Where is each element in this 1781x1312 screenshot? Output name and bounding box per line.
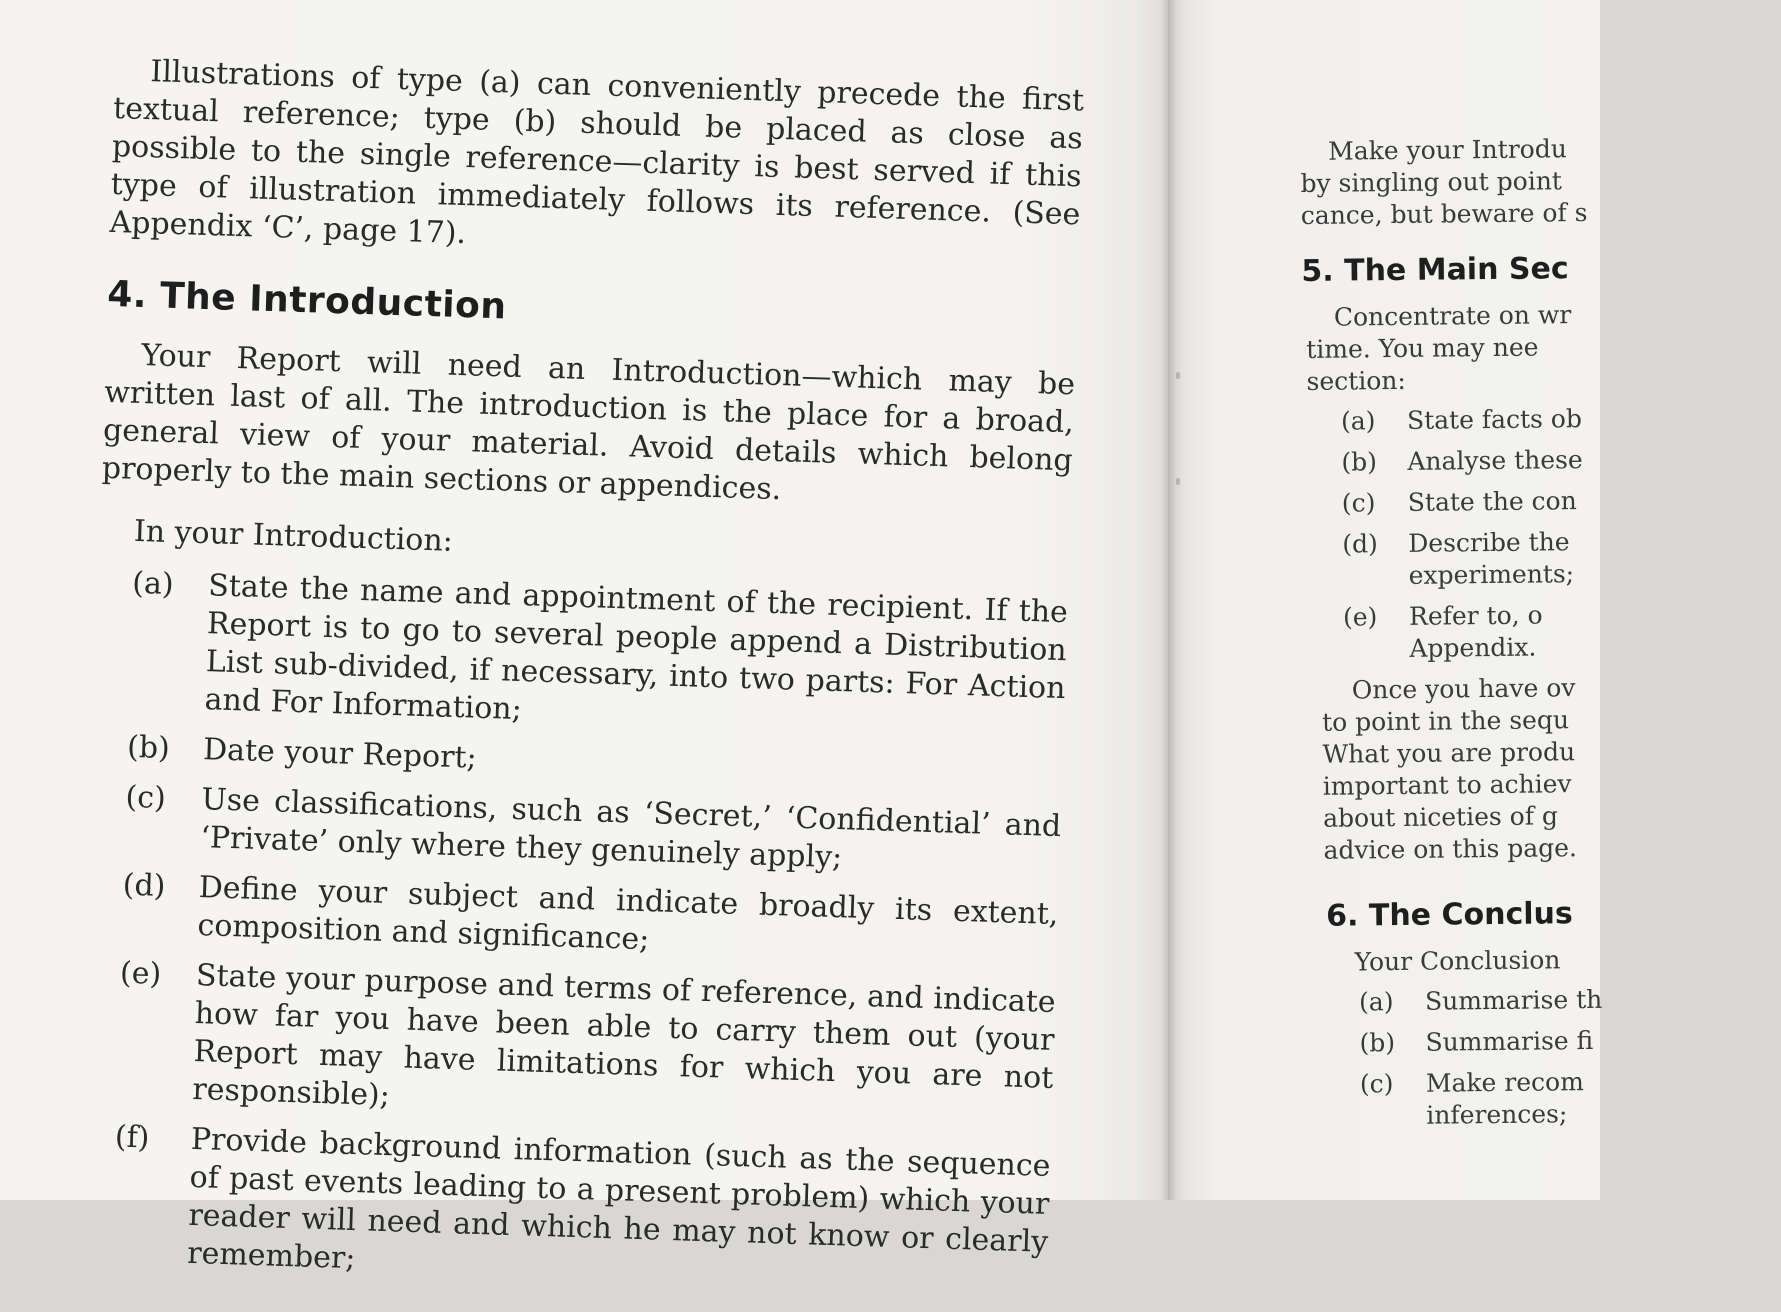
list-item <box>124 779 1062 884</box>
text-line: important to achiev <box>1322 769 1572 801</box>
section-6-title: 6. The Conclus <box>1325 896 1573 934</box>
item-text: Refer to, o Appendix. <box>1408 600 1543 663</box>
item-marker: (d) <box>1342 529 1378 559</box>
list-item <box>1342 483 1774 520</box>
item-marker: (a) <box>131 565 175 603</box>
list-item <box>1360 1064 1781 1132</box>
text-line: Once you have ov <box>1351 673 1576 705</box>
list-item <box>1359 1023 1779 1059</box>
section-5-item-list <box>1303 401 1776 666</box>
list-item <box>128 565 1068 746</box>
item-text: Use classifications, such as ‘Secret,’ ‘Confidential’ and ‘Private’ only where they genuinely apply; <box>199 782 1062 876</box>
introduction-paragraph: Your Report will need an Introduction—which may be written last of all. The introduction is the place for a broad, general view of your material. Avoid details which belong properly to the main sections or appendices. <box>101 337 1076 508</box>
item-marker: (c) <box>125 779 167 816</box>
section-6-item-list <box>1321 982 1781 1133</box>
introduction-item-list <box>77 564 1069 1300</box>
item-text: Provide background information (such as the sequence of past events leading to a present problem) which your reader will need and which he may not know or clearly remember; <box>186 1121 1052 1277</box>
list-item <box>1359 982 1779 1018</box>
item-marker: (a) <box>1358 987 1394 1017</box>
item-text: Analyse these <box>1407 445 1583 476</box>
book-gutter <box>1160 0 1176 1200</box>
item-text: Define your subject and indicate broadly its extent, composition and significance; <box>197 870 1059 958</box>
list-item <box>111 1119 1051 1300</box>
item-text: State your purpose and terms of reference, and indicate how far you have been able to carry them out (your Report may have limitations for which you are not responsible); <box>191 958 1057 1114</box>
list-item <box>1341 442 1773 479</box>
section-6-lead: Your Conclusion <box>1354 945 1561 977</box>
item-text: State the con <box>1407 486 1577 517</box>
binding-stitch <box>1176 372 1180 379</box>
list-item <box>1343 597 1776 666</box>
item-text: Summarise fi <box>1425 1025 1594 1057</box>
text-line: about niceties of g <box>1322 801 1559 833</box>
text-line: section: <box>1306 365 1406 396</box>
item-marker: (b) <box>1341 447 1378 477</box>
item-marker: (a) <box>1340 406 1376 436</box>
text-line: to point in the sequ <box>1321 705 1570 737</box>
text-line: cance, but beware of s <box>1300 197 1588 230</box>
item-marker: (e) <box>1342 602 1378 632</box>
item-marker: (c) <box>1359 1069 1394 1099</box>
binding-stitch <box>1176 478 1180 485</box>
list-item <box>116 955 1056 1136</box>
introduction-list-lead: In your Introduction: <box>133 513 454 559</box>
text-line: time. You may nee <box>1306 332 1539 364</box>
item-marker: (b) <box>126 729 171 767</box>
item-text: Make recom inferences; <box>1425 1067 1584 1130</box>
item-marker: (b) <box>1359 1028 1396 1058</box>
item-marker: (f) <box>114 1119 150 1156</box>
text-line: What you are produ <box>1322 737 1576 769</box>
section-4-title: 4. The Introduction <box>106 273 508 328</box>
list-item <box>1342 524 1775 593</box>
item-text: Date your Report; <box>202 732 478 776</box>
item-text: Describe the experiments; <box>1408 527 1575 590</box>
text-line: Concentrate on wr <box>1333 300 1572 332</box>
left-page-text-column <box>76 52 1084 1312</box>
item-text: Summarise th <box>1424 984 1603 1016</box>
right-intro-paragraph <box>1300 131 1771 232</box>
once-paragraph <box>1322 670 1778 867</box>
item-marker: (e) <box>119 955 162 992</box>
item-text: State facts ob <box>1406 404 1583 435</box>
item-text: State the name and appointment of the recipient. If the Report is to go to several people append a Distribution List sub-divided, if necessary, into two parts: For Action and For Information; <box>204 568 1069 728</box>
text-line: by singling out point <box>1300 166 1563 198</box>
item-marker: (d) <box>122 867 166 904</box>
list-item <box>121 867 1059 972</box>
item-marker: (c) <box>1341 488 1376 518</box>
illustration-paragraph: Illustrations of type (a) can conveniently precede the first textual reference; type (b) should be placed as close as possible to the single reference—clarity is best served if this type of illustration immediately follows its reference. (See Appendix ‘C’, page 17). <box>109 54 1085 252</box>
right-page-text-column <box>1300 131 1781 1142</box>
text-line: Make your Introdu <box>1328 134 1568 166</box>
section-5-paragraph <box>1306 297 1773 398</box>
list-item <box>1341 401 1773 438</box>
text-line: advice on this page. <box>1323 833 1578 865</box>
section-5-title: 5. The Main Sec <box>1301 251 1569 289</box>
